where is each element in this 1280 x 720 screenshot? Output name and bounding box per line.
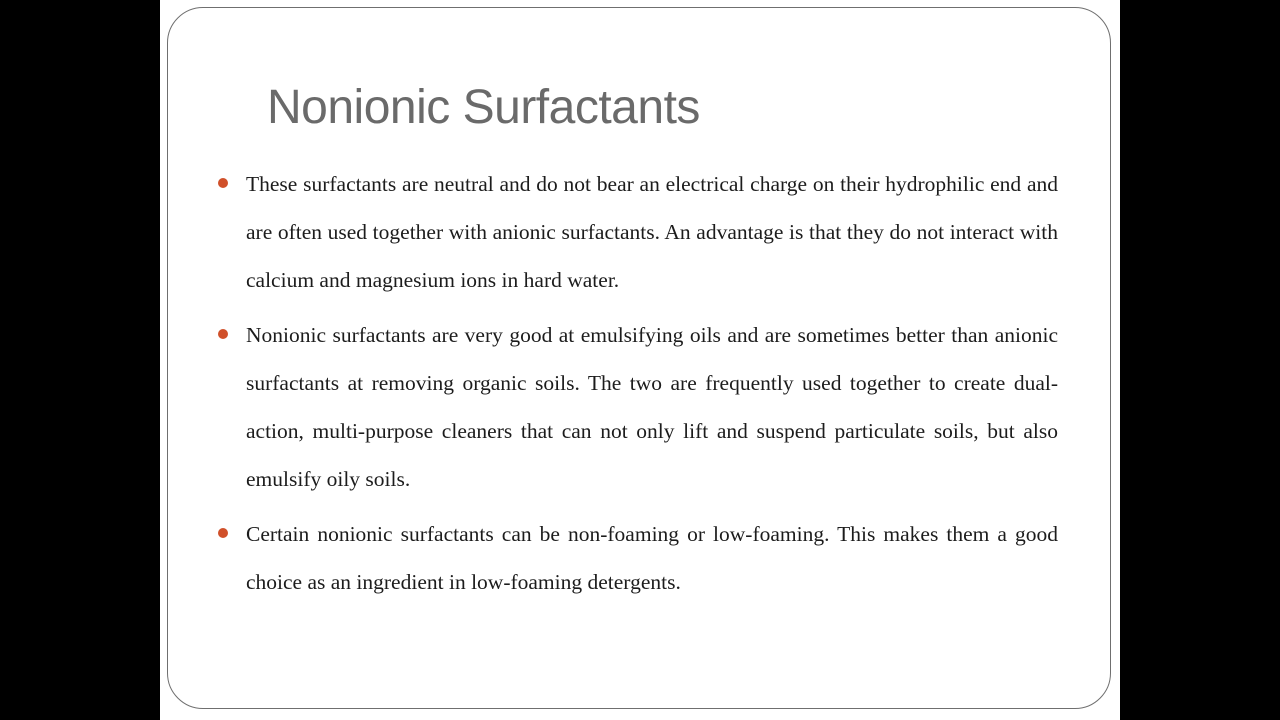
bullet-item [212, 510, 1058, 606]
bullet-text: Certain nonionic surfactants can be non-foaming or low-foaming. This makes them a good choice as an ingredient in low-foaming detergents. [246, 522, 1058, 594]
slide-title: Nonionic Surfactants [267, 81, 700, 134]
bullet-dot-icon [218, 528, 228, 538]
bullet-item [212, 311, 1058, 503]
bullet-dot-icon [218, 178, 228, 188]
bullet-item [212, 160, 1058, 304]
slide [160, 0, 1120, 720]
bullet-text: These surfactants are neutral and do not bear an electrical charge on their hydrophilic end and are often used together with anionic surfactants. An advantage is that they do not interact with calcium and magnesium ions in hard water. [246, 172, 1058, 292]
bullet-text: Nonionic surfactants are very good at emulsifying oils and are sometimes better than anionic surfactants at removing organic soils. The two are frequently used together to create dual-action, multi-purpose cleaners that can not only lift and suspend particulate soils, but also emulsify oily soils. [246, 323, 1058, 491]
bullet-dot-icon [218, 329, 228, 339]
bullet-list [212, 160, 1058, 613]
